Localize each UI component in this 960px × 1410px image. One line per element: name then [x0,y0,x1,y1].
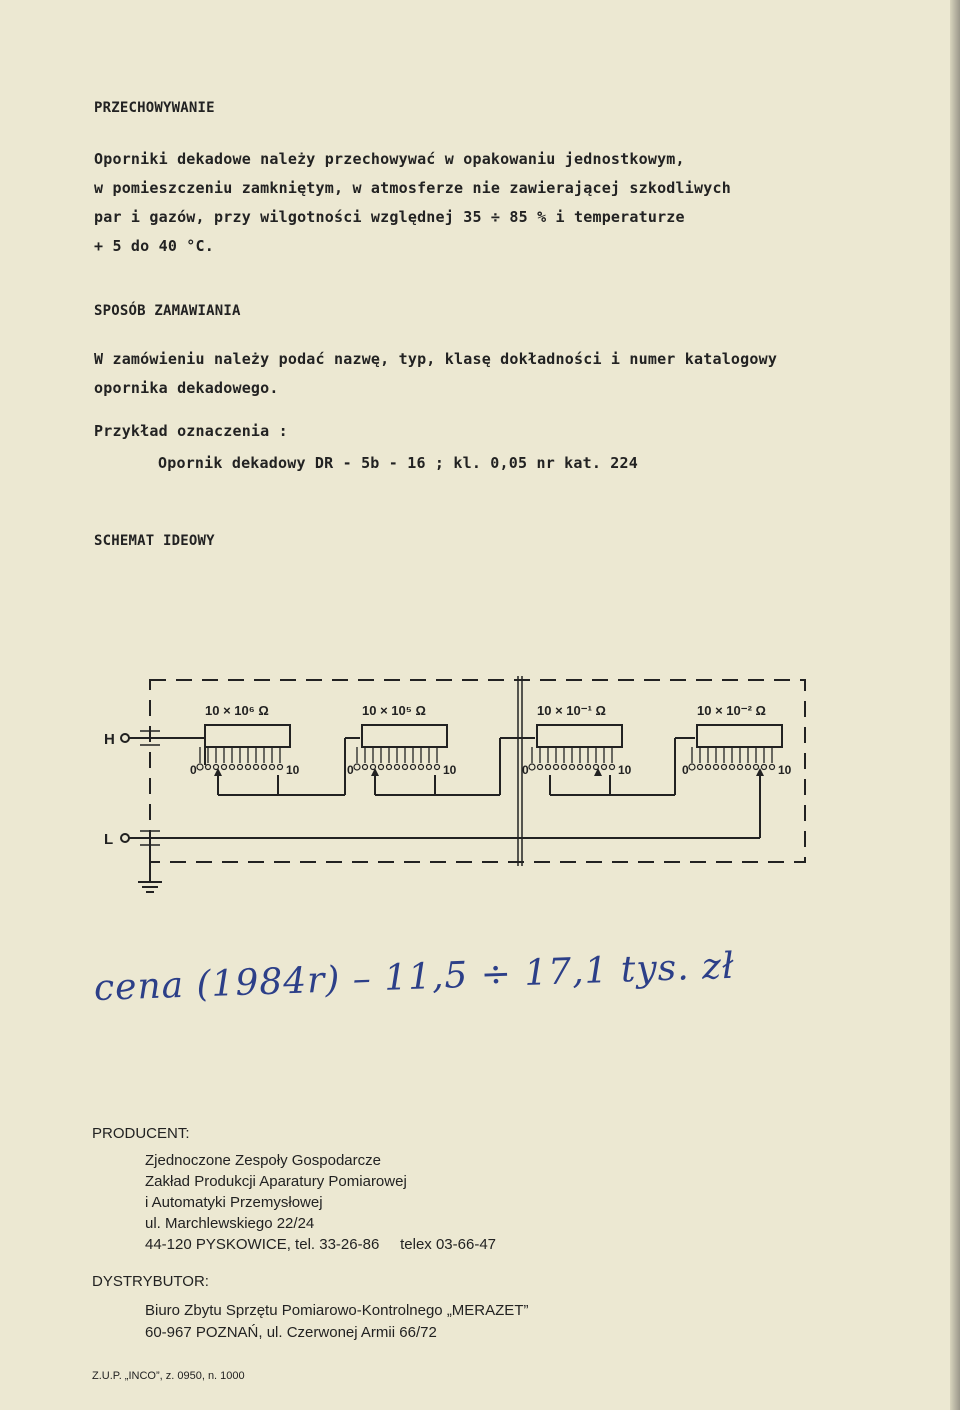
decade-3-end: 10 [618,763,632,777]
producer-address [145,1150,496,1255]
storage-line: w pomieszczeniu zamkniętym, w atmosferze nie zawierającej szkodliwych [94,179,731,197]
decade-2-label: 10 × 10⁵ Ω [362,703,426,718]
distributor-line: Biuro Zbytu Sprzętu Pomiarowo-Kontrolnego „MERAZET” [145,1302,529,1319]
decade-1-end: 10 [286,763,300,777]
producer-line: Zjednoczone Zespoły Gospodarcze [145,1152,381,1169]
ordering-line: opornika dekadowego. [94,379,279,397]
terminal-l-label: L [104,831,114,848]
producer-line: i Automatyki Przemysłowej [145,1194,323,1211]
schematic-heading: SCHEMAT IDEOWY [94,533,215,549]
storage-line: par i gazów, przy wilgotności względnej 35 ÷ 85 % i temperaturze [94,208,685,226]
distributor-address [145,1300,528,1344]
ordering-line: W zamówieniu należy podać nazwę, typ, klasę dokładności i numer katalogowy [94,350,778,368]
storage-line: Oporniki dekadowe należy przechowywać w opakowaniu jednostkowym, [94,150,685,168]
storage-line: + 5 do 40 °C. [94,237,214,255]
decade-3-start: 0 [522,763,529,777]
decade-4-label: 10 × 10⁻² Ω [697,703,766,718]
decade-4-end: 10 [778,763,792,777]
example-label: Przykład oznaczenia : [94,422,288,440]
producer-label: PRODUCENT: [92,1125,190,1142]
decade-2-start: 0 [347,763,354,777]
decade-1-label: 10 × 10⁶ Ω [205,703,269,718]
decade-1-start: 0 [190,763,197,777]
print-footer: Z.U.P. „INCO”, z. 0950, n. 1000 [92,1370,245,1382]
ordering-heading: SPOSÓB ZAMAWIANIA [94,303,241,319]
producer-line: ul. Marchlewskiego 22/24 [145,1215,315,1232]
decade-2-end: 10 [443,763,457,777]
example-value: Opornik dekadowy DR - 5b - 16 ; kl. 0,05 nr kat. 224 [158,454,638,472]
decade-4-start: 0 [682,763,689,777]
decade-3-label: 10 × 10⁻¹ Ω [537,703,606,718]
terminal-h-label: H [104,731,115,748]
distributor-label: DYSTRYBUTOR: [92,1273,209,1290]
handwritten-price-note: cena (1984r) – 11,5 ÷ 17,1 tys. zł [93,945,736,1009]
producer-line: Zakład Produkcji Aparatury Pomiarowej [145,1173,407,1190]
storage-heading: PRZECHOWYWANIE [94,100,215,116]
distributor-line: 60-967 POZNAŃ, ul. Czerwonej Armii 66/72 [145,1324,437,1341]
producer-line: 44-120 PYSKOWICE, tel. 33-26-86 telex 03-66-47 [145,1236,497,1253]
